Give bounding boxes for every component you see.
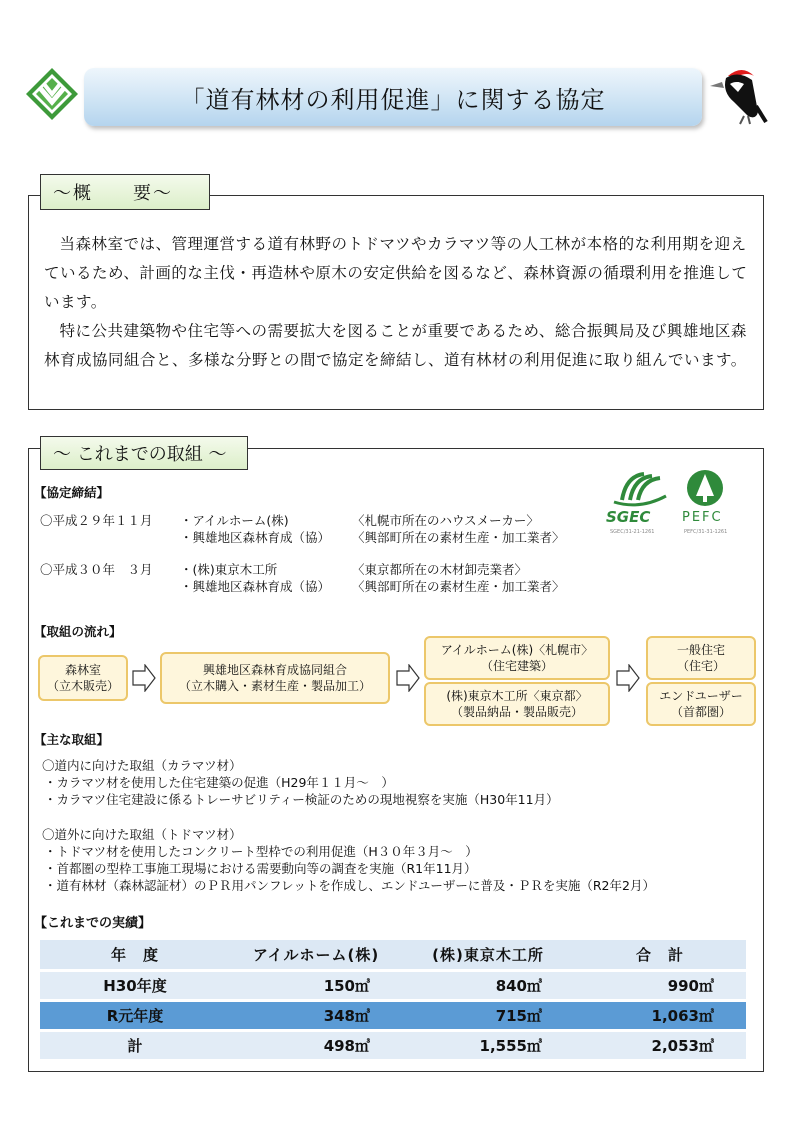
- table-cell: 1,063㎥: [574, 1000, 746, 1030]
- flow-box-3b-line-1: (株)東京木工所〈東京都〉: [446, 689, 588, 703]
- domestic-item-2: ・カラマツ住宅建設に係るトレーサビリティー検証のための現地視察を実施（H30年11月）: [44, 792, 559, 807]
- flow-box-3a-line-1: アイルホーム(株)〈札幌市〉: [440, 643, 594, 657]
- certification-logos: [604, 466, 754, 542]
- table-cell: 1,555㎥: [402, 1030, 574, 1060]
- agreement-desc-2a: 〈東京都所在の木材卸売業者〉: [352, 562, 528, 577]
- agreement-date-1: 〇平成２９年１１月: [40, 513, 153, 528]
- agreement-party-2b: ・興雄地区森林育成（協）: [180, 579, 331, 594]
- flow-box-end-user: [646, 682, 756, 726]
- flow-box-4b-line-1: エンドユーザー: [659, 689, 743, 703]
- table-header-cell: アイルホーム(株): [230, 940, 402, 970]
- overseas-efforts: [42, 826, 655, 894]
- pefc-code: PEFC/31-31-1261: [684, 529, 728, 535]
- table-cell: 348㎥: [230, 1000, 402, 1030]
- table-cell: 840㎥: [402, 970, 574, 1000]
- flow-heading: 【取組の流れ】: [34, 624, 122, 639]
- flow-arrow-3-icon: [616, 664, 640, 692]
- table-header-cell: (株)東京木工所: [402, 940, 574, 970]
- domestic-item-1: ・カラマツ材を使用した住宅建築の促進（H29年１１月～ ）: [44, 775, 394, 790]
- flow-box-1-line-2: （立木販売）: [46, 679, 119, 693]
- overview-paragraph-1: 当森林室では、管理運営する道有林野のトドマツやカラマツ等の人工林が本格的な利用期を迎えているため、計画的な主伐・再造林や原木の安定供給を図るなど、森林資源の循環利用を推進しています。: [44, 235, 748, 311]
- flow-box-1-line-1: 森林室: [64, 663, 101, 677]
- overview-paragraph-2: 特に公共建築物や住宅等への需要拡大を図ることが重要であるため、総合振興局及び興雄地区森林育成協同組合と、多様な分野との間で協定を締結し、道有林材の利用促進に取り組んでいます。: [44, 322, 747, 369]
- overview-text: [44, 230, 756, 375]
- pefc-label: PEFC: [682, 510, 723, 525]
- flow-box-general-housing: [646, 636, 756, 680]
- table-cell: 990㎥: [574, 970, 746, 1000]
- flow-box-4a-line-1: 一般住宅: [676, 643, 725, 657]
- overseas-item-1: ・トドマツ材を使用したコンクリート型枠での利用促進（H３０年３月～ ）: [44, 844, 478, 859]
- flow-box-tokyo-mokkosho: [424, 682, 610, 726]
- agreement-party-1b: ・興雄地区森林育成（協）: [180, 530, 331, 545]
- flow-box-forest-office: [38, 655, 128, 701]
- table-cell: 498㎥: [230, 1030, 402, 1060]
- table-row: [40, 1000, 746, 1030]
- table-cell-year: 計: [40, 1030, 230, 1060]
- agreement-party-2a: ・(株)東京木工所: [180, 562, 278, 577]
- efforts-tab: ～ これまでの取組 ～: [40, 436, 248, 470]
- table-row: [40, 970, 746, 1000]
- agreement-party-1a: ・アイルホーム(株): [180, 513, 289, 528]
- overseas-item-2: ・首都圏の型枠工事施工現場における需要動向等の調査を実施（R1年11月）: [44, 861, 477, 876]
- hokkaido-forest-logo: [24, 66, 80, 122]
- overseas-title: 〇道外に向けた取組（トドマツ材）: [42, 827, 242, 842]
- agreement-heading: 【協定締結】: [34, 485, 110, 500]
- sgec-label: SGEC: [606, 508, 651, 526]
- flow-box-2-line-1: 興雄地区森林育成協同組合: [202, 663, 347, 677]
- agreement-desc-1a: 〈札幌市所在のハウスメーカー〉: [352, 513, 539, 528]
- table-row: [40, 1030, 746, 1060]
- table-cell: 150㎥: [230, 970, 402, 1000]
- table-cell: 2,053㎥: [574, 1030, 746, 1060]
- domestic-title: 〇道内に向けた取組（カラマツ材）: [42, 758, 242, 773]
- results-heading: 【これまでの実績】: [34, 916, 152, 931]
- table-cell-year: H30年度: [40, 970, 230, 1000]
- flow-box-3a-line-2: （住宅建築）: [480, 659, 553, 673]
- flow-arrow-1-icon: [132, 664, 156, 692]
- page-title: 「道有林材の利用促進」に関する協定: [84, 68, 702, 126]
- agreement-date-2: 〇平成３０年 ３月: [40, 562, 153, 577]
- pefc-logo: [687, 470, 723, 506]
- agreement-desc-2b: 〈興部町所在の素材生産・加工業者〉: [352, 579, 565, 594]
- flow-box-3b-line-2: （製品納品・製品販売）: [450, 705, 583, 719]
- flow-box-2-line-2: （立木購入・素材生産・製品加工）: [178, 679, 371, 693]
- flow-box-4a-line-2: （住宅）: [676, 659, 725, 673]
- table-cell: 715㎥: [402, 1000, 574, 1030]
- main-efforts-heading: 【主な取組】: [34, 732, 110, 747]
- woodpecker-mascot-icon: [708, 62, 772, 128]
- flow-box-cooperative: [160, 652, 390, 704]
- sgec-code: SGEC/31-21-1261: [610, 529, 655, 535]
- results-table: [40, 940, 746, 1062]
- agreement-desc-1b: 〈興部町所在の素材生産・加工業者〉: [352, 530, 565, 545]
- table-cell-year: R元年度: [40, 1000, 230, 1030]
- domestic-efforts: [42, 757, 559, 808]
- flow-arrow-2-icon: [396, 664, 420, 692]
- overview-tab: ～概 要～: [40, 174, 210, 210]
- overseas-item-3: ・道有林材（森林認証材）のＰＲ用パンフレットを作成し、エンドユーザーに普及・ＰＲを実施（R2年2月）: [44, 878, 655, 893]
- flow-box-ail-home: [424, 636, 610, 680]
- table-header-row: [40, 940, 746, 970]
- sgec-logo: [614, 474, 666, 505]
- table-header-cell: 合 計: [574, 940, 746, 970]
- flow-box-4b-line-2: （首都圏）: [670, 705, 731, 719]
- table-header-cell: 年 度: [40, 940, 230, 970]
